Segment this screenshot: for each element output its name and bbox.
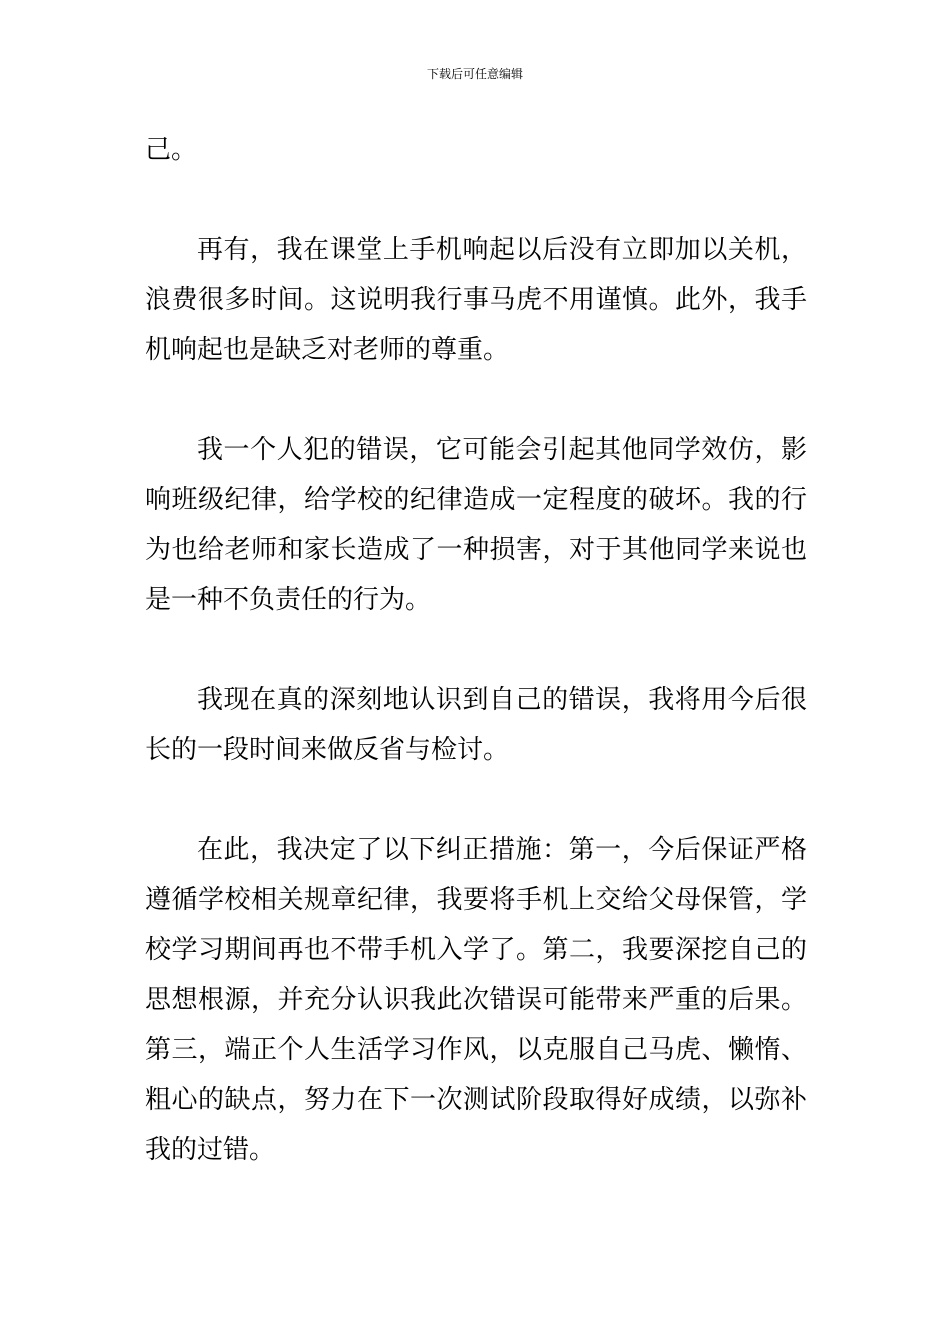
paragraph: 我一个人犯的错误，它可能会引起其他同学效仿，影响班级纪律，给学校的纪律造成一定程度的破坏。我的行为也给老师和家长造成了一种损害，对于其他同学来说也是一种不负责任的行为。 <box>145 435 807 615</box>
paragraph-continued: 己。 <box>145 135 198 165</box>
paragraph-gap <box>145 775 807 825</box>
paragraph-gap <box>145 375 807 425</box>
page-header: 下载后可任意编辑 <box>426 67 523 81</box>
paragraph-gap <box>145 175 807 225</box>
document-body <box>145 125 807 1175</box>
paragraph: 再有，我在课堂上手机响起以后没有立即加以关机，浪费很多时间。这说明我行事马虎不用谨慎。此外，我手机响起也是缺乏对老师的尊重。 <box>145 235 807 365</box>
paragraph: 我现在真的深刻地认识到自己的错误，我将用今后很长的一段时间来做反省与检讨。 <box>145 685 807 765</box>
paragraph-gap <box>145 625 807 675</box>
paragraph: 在此，我决定了以下纠正措施：第一，今后保证严格遵循学校相关规章纪律，我要将手机上交给父母保管，学校学习期间再也不带手机入学了。第二，我要深挖自己的思想根源，并充分认识我此次错误可能带来严重的后果。第三，端正个人生活学习作风，以克服自己马虎、懒惰、粗心的缺点，努力在下一次测试阶段取得好成绩，以弥补我的过错。 <box>145 835 807 1165</box>
